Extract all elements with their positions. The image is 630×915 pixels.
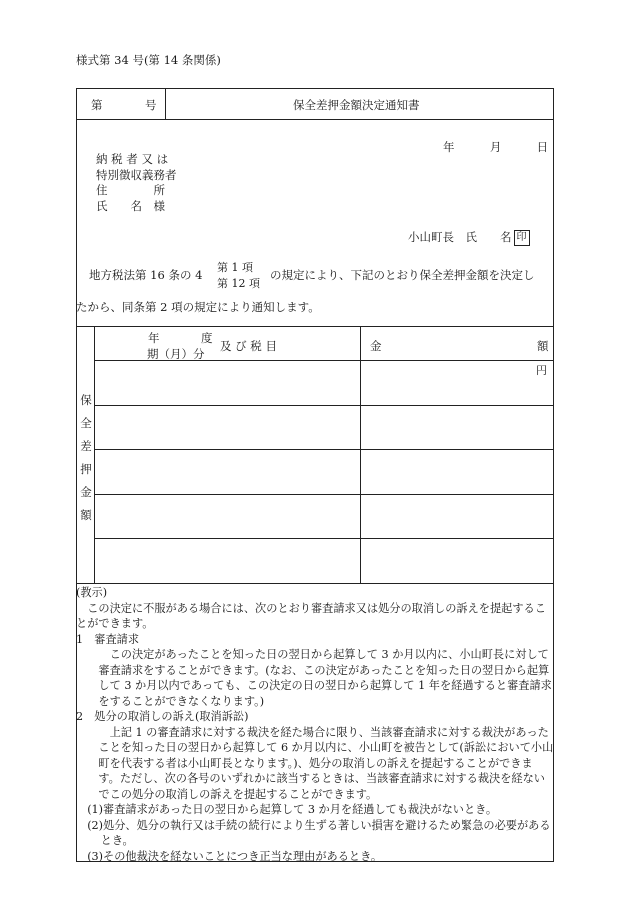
paragraph-options [217, 260, 260, 292]
table-row-line [94, 449, 554, 450]
side-label-char: 金 [80, 485, 92, 499]
instruction-intro: この決定に不服がある場合には、次のとおり審査請求又は処分の取消しの訴えを提起することができます。 [76, 601, 546, 630]
column-header-tax-item: 及 び 税 目 [220, 339, 277, 353]
date-year: 年 [443, 140, 455, 154]
column-header-amount-left: 金 [370, 339, 382, 353]
section-1-title: 1 審査請求 [76, 632, 140, 646]
section-1-body: この決定があったことを知った日の翌日から起算して 3 か月以内に、小山町長に対して審査請求をすることができます。(なお、この決定があったことを知った日の翌日から起算して 3 か月以内であっても、この決定の日の翌日から起算して 1 年を経過すると審査請求をすることができなくなります。) [98, 648, 552, 708]
addressee-line-1: 納 税 者 又 は [96, 152, 169, 166]
section-2-title: 2 処分の取消しの訴え(取消訴訟) [76, 710, 249, 723]
side-label-char: 全 [80, 416, 92, 430]
instruction-heading: (教示) [76, 586, 108, 599]
issuer [408, 229, 530, 246]
paragraph-option-1: 第 1 項 [217, 261, 253, 274]
column-header-amount-right: 額 [537, 339, 549, 353]
section-2-body: 上記 1 の審査請求に対する裁決を経た場合に限り、当該審査請求に対する裁決があったことを知った日の翌日から起算して 6 か月以内に、小山町を被告として(訴訟において小山町を代表する者は小山町長となります。)、処分の取消しの訴えを提起することができます。ただし、次の各号のいずれかに該当するときは、当該審査請求に対する裁決を経ないでこの処分の取消しの訴えを提起することができます。 [98, 725, 554, 801]
body-prefix: 地方税法第 16 条の 4 [89, 268, 203, 282]
side-label-char: 差 [80, 439, 92, 453]
addressee-block [96, 152, 177, 214]
issuer-name: 小山町長 氏 名 [408, 230, 512, 244]
date-month: 月 [489, 140, 502, 154]
table-row-line [94, 538, 554, 539]
addressee-name: 氏 名 様 [96, 198, 165, 213]
table-side-divider [94, 326, 95, 583]
instruction-block [76, 585, 554, 864]
date-line [443, 139, 548, 155]
table-column-divider [360, 326, 361, 583]
column-header-fiscal-year: 度 [201, 331, 213, 345]
paragraph-option-2: 第 12 項 [217, 277, 260, 290]
header-divider [165, 88, 166, 120]
table-top-border [76, 326, 554, 327]
section-2-item-3: (3)その他裁決を経ないことにつき正当な理由があるとき。 [87, 849, 383, 863]
form-number: 様式第 34 号(第 14 条関係) [76, 53, 221, 67]
addressee-address: 住 所 [96, 183, 165, 197]
table-row-line [94, 494, 554, 495]
seal-mark: 印 [514, 230, 530, 246]
currency-unit: 円 [536, 364, 547, 377]
document-number-suffix: 号 [145, 98, 157, 112]
side-label-char: 保 [80, 393, 92, 407]
section-2-item-1: (1)審査請求があった日の翌日から起算して 3 か月を経過しても裁決がないとき。 [87, 803, 498, 816]
body-line-2: たから、同条第 2 項の規定により通知します。 [76, 300, 320, 314]
column-header-year: 年 [148, 331, 160, 345]
column-header-period: 期（月）分 [147, 347, 205, 361]
table-bottom-border [76, 583, 554, 584]
side-label-char: 額 [80, 508, 92, 522]
addressee-line-2: 特別徴収義務者 [96, 167, 177, 182]
side-label-char: 押 [80, 462, 92, 476]
section-2-item-2: (2)処分、処分の執行又は手続の続行により生ずる著しい損害を避けるため緊急の必要があるとき。 [87, 818, 551, 847]
date-day: 日 [536, 140, 549, 154]
document-number-label: 第 [91, 98, 103, 112]
table-row-line [94, 405, 554, 406]
document-title: 保全差押金額決定通知書 [293, 98, 420, 112]
body-suffix: の規定により、下記のとおり保全差押金額を決定し [270, 268, 535, 282]
